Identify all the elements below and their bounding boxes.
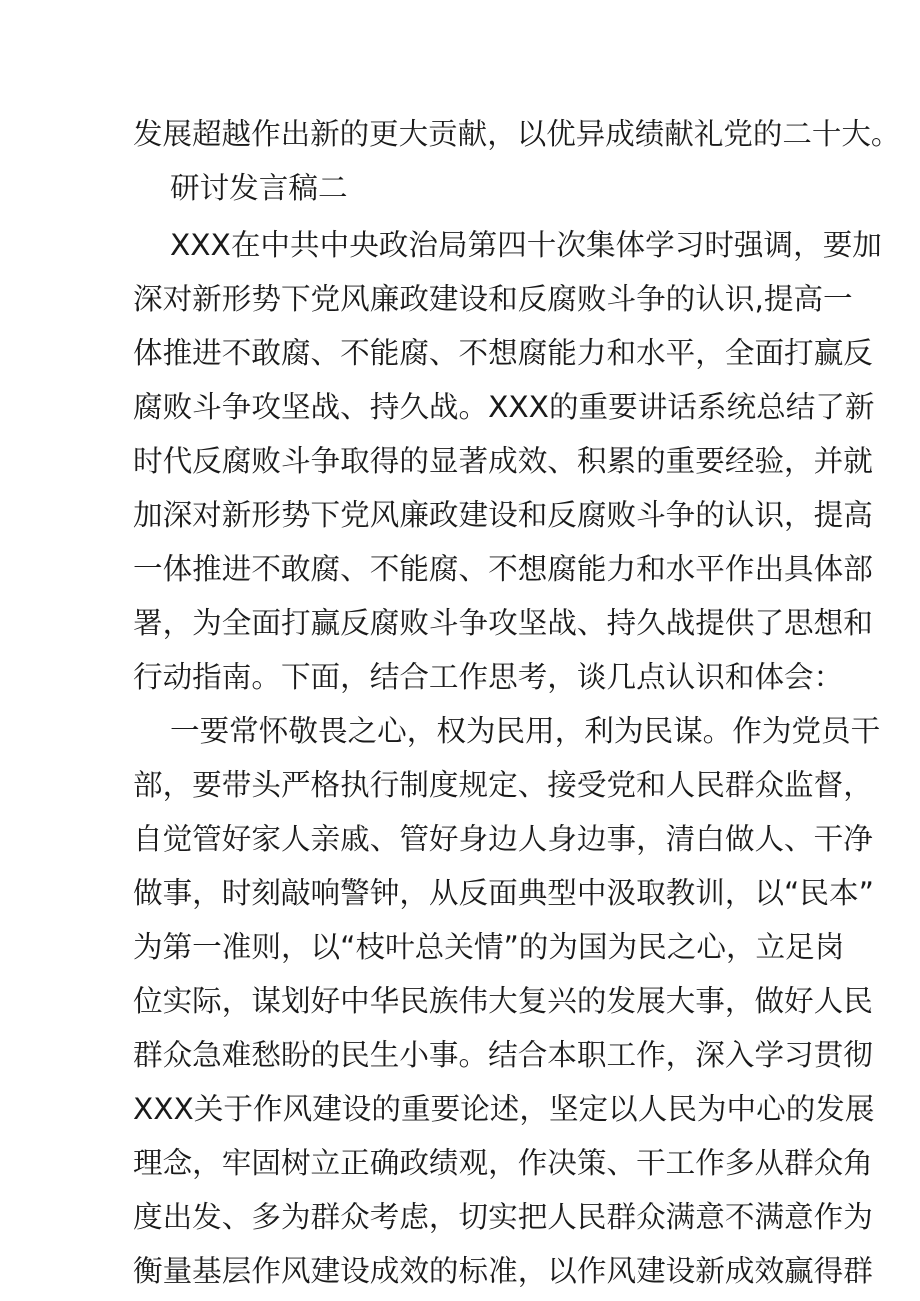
text-line-4: 深对新形势下党风廉政建设和反腐败斗争的认识,提高一 — [133, 282, 853, 316]
text-line-15: 做事，时刻敲响警钟，从反面典型中汲取教训，以“民本” — [133, 876, 874, 910]
text-line-1: 发展超越作出新的更大贡献，以优异成绩献礼党的二十大。 — [133, 117, 901, 151]
text-line-5: 体推进不敢腐、不能腐、不想腐能力和水平，全面打赢反 — [133, 336, 873, 370]
text-line-16: 为第一准则，以“枝叶总关情”的为国为民之心，立足岗 — [133, 930, 845, 964]
text-line-6: 腐败斗争攻坚战、持久战。XXX的重要讲话系统总结了新 — [133, 390, 875, 424]
text-line-18: 群众急难愁盼的民生小事。结合本职工作，深入学习贯彻 — [133, 1038, 873, 1072]
text-line-21: 度出发、多为群众考虑，切实把人民群众满意不满意作为 — [133, 1200, 873, 1234]
text-line-19: XXX关于作风建设的重要论述，坚定以人民为中心的发展 — [133, 1092, 875, 1126]
text-line-12: 一要常怀敬畏之心，权为民用，利为民谋。作为党员干 — [170, 714, 881, 748]
text-line-22: 衡量基层作风建设成效的标准，以作风建设新成效赢得群 — [133, 1254, 873, 1288]
text-line-11: 行动指南。下面，结合工作思考，谈几点认识和体会： — [133, 660, 844, 694]
text-line-13: 部，要带头严格执行制度规定、接受党和人民群众监督， — [133, 768, 873, 802]
text-line-9: 一体推进不敢腐、不能腐、不想腐能力和水平作出具体部 — [133, 552, 873, 586]
text-line-20: 理念，牢固树立正确政绩观，作决策、干工作多从群众角 — [133, 1146, 873, 1180]
text-line-7: 时代反腐败斗争取得的显著成效、积累的重要经验，并就 — [133, 444, 873, 478]
text-line-14: 自觉管好家人亲戚、管好身边人身边事，清白做人、干净 — [133, 822, 873, 856]
text-line-8: 加深对新形势下党风廉政建设和反腐败斗争的认识，提高 — [133, 498, 873, 532]
section-heading: 研讨发言稿二 — [170, 171, 348, 205]
text-line-10: 署，为全面打赢反腐败斗争攻坚战、持久战提供了思想和 — [133, 606, 873, 640]
text-line-3: XXX在中共中央政治局第四十次集体学习时强调，要加 — [170, 228, 882, 262]
text-line-17: 位实际，谋划好中华民族伟大复兴的发展大事，做好人民 — [133, 984, 873, 1018]
